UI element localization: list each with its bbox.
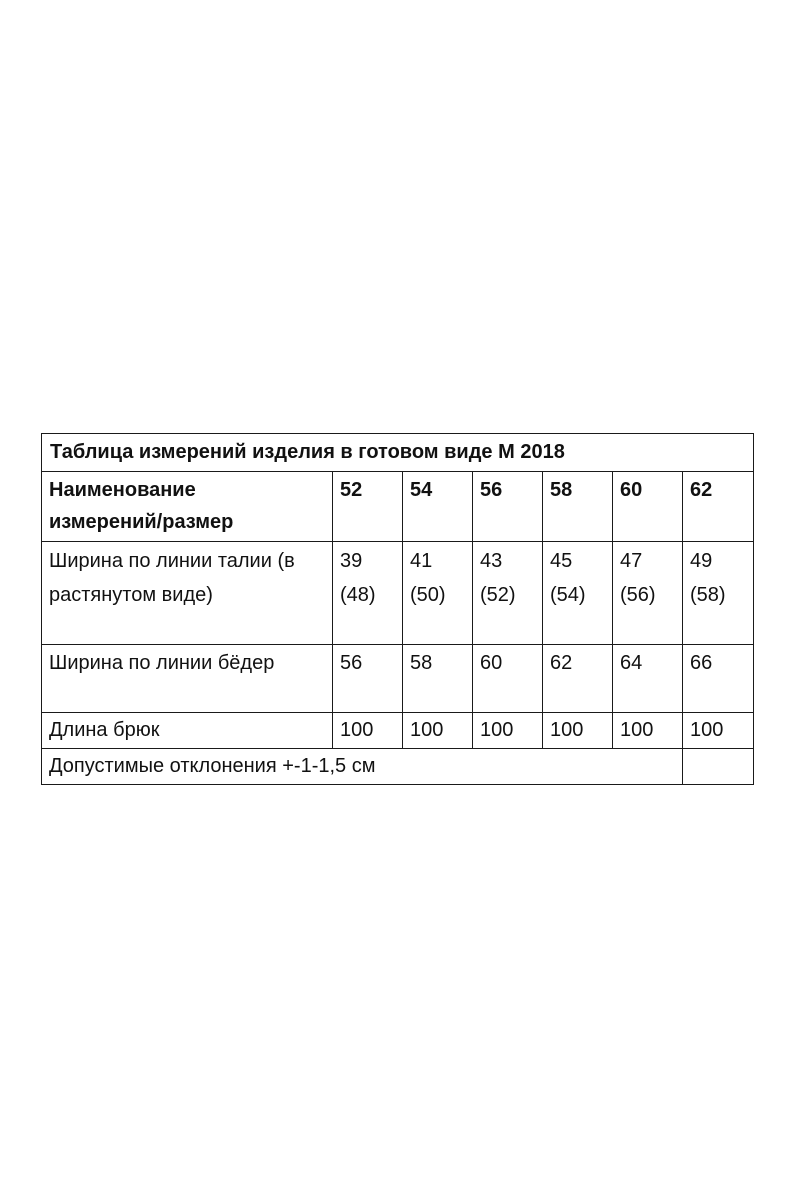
hips-cell-56: 60 bbox=[473, 645, 543, 713]
length-cell-52: 100 bbox=[333, 713, 403, 749]
size-header-56: 56 bbox=[473, 472, 543, 542]
waist-cell-58 bbox=[543, 542, 613, 645]
waist-cell-52 bbox=[333, 542, 403, 645]
table-row-length bbox=[42, 713, 754, 749]
row-label-waist: Ширина по линии талии (в растянутом виде) bbox=[42, 542, 333, 645]
table-title: Таблица измерений изделия в готовом виде М 2018 bbox=[42, 434, 754, 472]
hips-cell-58: 62 bbox=[543, 645, 613, 713]
hips-cell-52: 56 bbox=[333, 645, 403, 713]
waist-stretched-value: (48) bbox=[340, 584, 376, 606]
length-cell-56: 100 bbox=[473, 713, 543, 749]
header-label-cell bbox=[42, 472, 333, 542]
length-cell-60: 100 bbox=[613, 713, 683, 749]
size-header-60: 60 bbox=[613, 472, 683, 542]
table-row-hips bbox=[42, 645, 754, 713]
table-footer-row bbox=[42, 749, 754, 785]
waist-stretched-value: (50) bbox=[410, 584, 446, 606]
waist-cell-56 bbox=[473, 542, 543, 645]
size-header-52: 52 bbox=[333, 472, 403, 542]
footer-empty-cell bbox=[683, 749, 754, 785]
length-cell-62: 100 bbox=[683, 713, 754, 749]
size-header-58: 58 bbox=[543, 472, 613, 542]
size-header-62: 62 bbox=[683, 472, 754, 542]
waist-stretched-value: (56) bbox=[620, 584, 656, 606]
waist-stretched-value: (54) bbox=[550, 584, 586, 606]
hips-cell-62: 66 bbox=[683, 645, 754, 713]
header-label-line1: Наименование bbox=[49, 479, 196, 501]
size-header-54: 54 bbox=[403, 472, 473, 542]
waist-value: 43 bbox=[480, 550, 503, 572]
waist-value: 39 bbox=[340, 550, 363, 572]
measurement-table bbox=[41, 433, 754, 785]
waist-stretched-value: (52) bbox=[480, 584, 516, 606]
waist-cell-54 bbox=[403, 542, 473, 645]
table-header-row bbox=[42, 472, 754, 542]
waist-cell-60 bbox=[613, 542, 683, 645]
table-title-row bbox=[42, 434, 754, 472]
waist-value: 49 bbox=[690, 550, 713, 572]
waist-cell-62 bbox=[683, 542, 754, 645]
header-label-line2: измерений/размер bbox=[49, 511, 234, 533]
waist-value: 47 bbox=[620, 550, 643, 572]
waist-value: 45 bbox=[550, 550, 573, 572]
hips-cell-54: 58 bbox=[403, 645, 473, 713]
hips-cell-60: 64 bbox=[613, 645, 683, 713]
table-row-waist bbox=[42, 542, 754, 645]
waist-stretched-value: (58) bbox=[690, 584, 726, 606]
row-label-hips: Ширина по линии бёдер bbox=[42, 645, 333, 713]
waist-value: 41 bbox=[410, 550, 433, 572]
row-label-length: Длина брюк bbox=[42, 713, 333, 749]
tolerance-note: Допустимые отклонения +-1-1,5 см bbox=[42, 749, 683, 785]
length-cell-54: 100 bbox=[403, 713, 473, 749]
length-cell-58: 100 bbox=[543, 713, 613, 749]
